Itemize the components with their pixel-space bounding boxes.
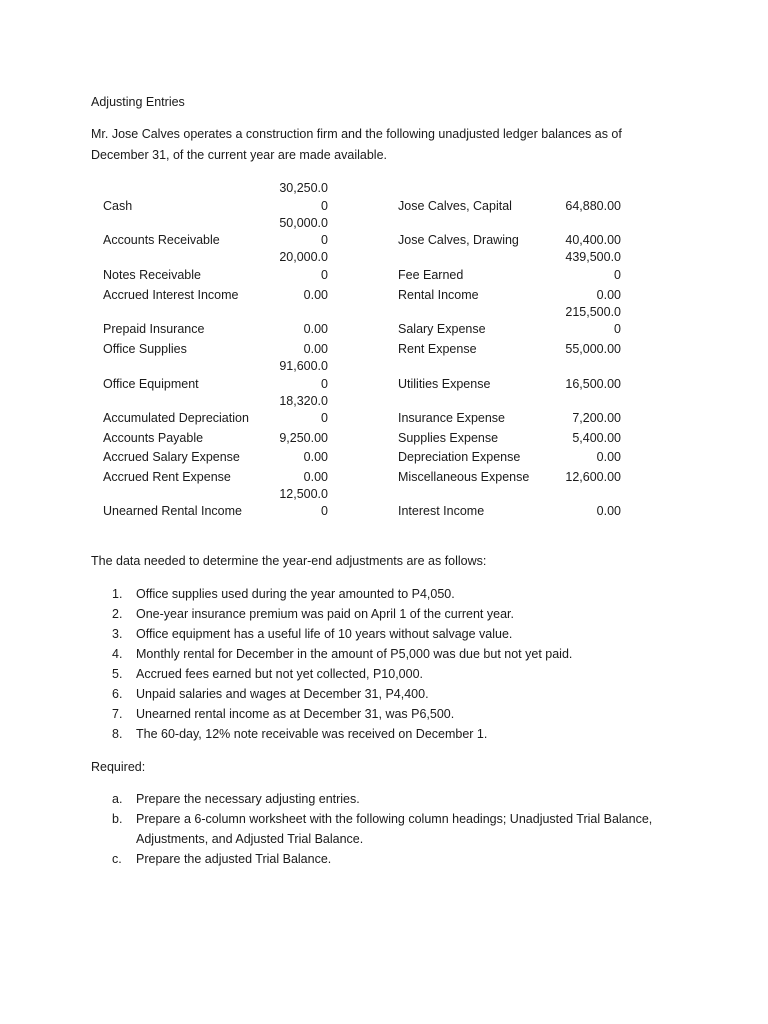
list-item [112, 584, 672, 604]
ledger-account: Rent Expense [398, 342, 477, 356]
ledger-account: Accounts Payable [103, 431, 204, 445]
ledger-amount: 16,500.00 [565, 377, 621, 391]
list-number: 1. [112, 587, 123, 601]
ledger-amount: 0.00 [596, 450, 621, 464]
ledger-amount: 0.00 [596, 504, 621, 518]
ledger-account: Prepaid Insurance [103, 322, 205, 336]
list-text: Prepare the necessary adjusting entries. [136, 792, 360, 806]
intro-paragraph: Mr. Jose Calves operates a construction firm and the following unadjusted ledger balances as of December 31, of the current year are made available. [91, 127, 622, 162]
list-number: 8. [112, 727, 123, 741]
ledger-amount: 0.00 [303, 470, 328, 484]
ledger-account: Unearned Rental Income [103, 504, 242, 518]
ledger-amount: 40,400.00 [565, 233, 621, 247]
ledger-account: Accumulated Depreciation [103, 411, 249, 425]
list-text: Unpaid salaries and wages at December 31, P4,400. [136, 687, 429, 701]
ledger-account: Depreciation Expense [398, 450, 521, 464]
ledger-amount-line1: 439,500.0 [565, 250, 621, 264]
ledger-amount: 9,250.00 [279, 431, 328, 445]
list-number: 5. [112, 667, 123, 681]
ledger-amount-line1: 50,000.0 [279, 216, 328, 230]
list-text: Prepare a 6-column worksheet with the following column headings; Unadjusted Trial Balance, Adjustments, and Adjusted Trial Balance. [136, 812, 653, 846]
ledger-amount-line2: 0 [321, 199, 328, 213]
ledger-amount-line2: 0 [321, 411, 328, 425]
ledger-amount: 0.00 [303, 288, 328, 302]
ledger-amount-line2: 0 [321, 377, 328, 391]
required-tasks [112, 789, 672, 869]
list-text: Prepare the adjusted Trial Balance. [136, 852, 332, 866]
required-label: Required: [91, 760, 146, 774]
list-item [112, 684, 672, 704]
ledger-amount-line1: 12,500.0 [279, 487, 328, 501]
ledger-amount-line2: 0 [321, 233, 328, 247]
ledger-amount: 5,400.00 [572, 431, 621, 445]
list-text: Monthly rental for December in the amount of P5,000 was due but not yet paid. [136, 647, 573, 661]
ledger-amount: 55,000.00 [565, 342, 621, 356]
ledger-account: Accrued Salary Expense [103, 450, 240, 464]
list-item [112, 724, 672, 744]
ledger-amount: 0.00 [596, 288, 621, 302]
ledger-amount-line2: 0 [321, 268, 328, 282]
list-letter: a. [112, 792, 123, 806]
list-text: Office equipment has a useful life of 10 years without salvage value. [136, 627, 513, 641]
ledger-account: Jose Calves, Capital [398, 199, 512, 213]
ledger-amount-line2: 0 [321, 504, 328, 518]
list-number: 7. [112, 707, 123, 721]
list-number: 2. [112, 607, 123, 621]
list-number: 6. [112, 687, 123, 701]
ledger-account: Office Supplies [103, 342, 187, 356]
ledger-account: Insurance Expense [398, 411, 506, 425]
ledger-account: Cash [103, 199, 133, 213]
ledger-amount-line1: 30,250.0 [279, 181, 328, 195]
ledger-amount-line2: 0 [614, 268, 621, 282]
list-item [112, 789, 672, 809]
list-letter: b. [112, 812, 123, 826]
ledger-amount: 0.00 [303, 450, 328, 464]
list-item [112, 809, 672, 849]
ledger-account: Jose Calves, Drawing [398, 233, 519, 247]
ledger-amount: 0.00 [303, 342, 328, 356]
adjustments-intro: The data needed to determine the year-end adjustments are as follows: [91, 554, 487, 568]
ledger-amount: 7,200.00 [572, 411, 621, 425]
ledger-account: Miscellaneous Expense [398, 470, 530, 484]
list-item [112, 624, 672, 644]
list-letter: c. [112, 852, 122, 866]
ledger-amount: 64,880.00 [565, 199, 621, 213]
ledger-amount-line1: 91,600.0 [279, 359, 328, 373]
list-item [112, 604, 672, 624]
ledger-account: Office Equipment [103, 377, 199, 391]
ledger-account: Rental Income [398, 288, 479, 302]
ledger-account: Interest Income [398, 504, 485, 518]
list-text: Unearned rental income as at December 31, was P6,500. [136, 707, 455, 721]
list-item [112, 664, 672, 684]
list-number: 4. [112, 647, 123, 661]
list-item [112, 644, 672, 664]
ledger-account: Notes Receivable [103, 268, 201, 282]
ledger-account: Accrued Rent Expense [103, 470, 231, 484]
ledger-amount-line1: 20,000.0 [279, 250, 328, 264]
list-text: The 60-day, 12% note receivable was received on December 1. [136, 727, 488, 741]
page-title: Adjusting Entries [91, 95, 185, 109]
ledger-account: Salary Expense [398, 322, 486, 336]
ledger-amount-line1: 215,500.0 [565, 305, 621, 319]
ledger-account: Supplies Expense [398, 431, 499, 445]
list-text: One-year insurance premium was paid on April 1 of the current year. [136, 607, 514, 621]
ledger-account: Accounts Receivable [103, 233, 220, 247]
ledger-amount-line2: 0 [614, 322, 621, 336]
list-text: Accrued fees earned but not yet collected, P10,000. [136, 667, 423, 681]
list-number: 3. [112, 627, 123, 641]
ledger-account: Utilities Expense [398, 377, 491, 391]
ledger-amount: 12,600.00 [565, 470, 621, 484]
ledger-amount-line1: 18,320.0 [279, 394, 328, 408]
list-item [112, 849, 672, 869]
adjustments-list [112, 584, 672, 744]
ledger-amount: 0.00 [303, 322, 328, 336]
ledger-account: Accrued Interest Income [103, 288, 239, 302]
list-item [112, 704, 672, 724]
list-text: Office supplies used during the year amounted to P4,050. [136, 587, 455, 601]
ledger-account: Fee Earned [398, 268, 464, 282]
